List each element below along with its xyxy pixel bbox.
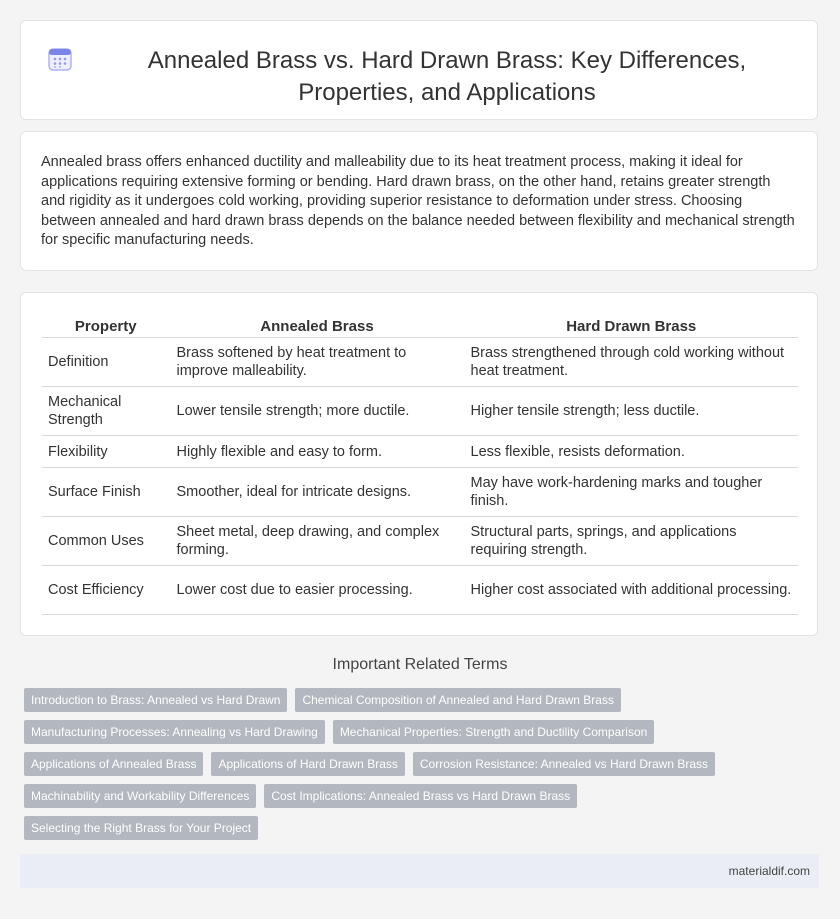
property-cell: Common Uses xyxy=(42,517,170,566)
property-cell: Cost Efficiency xyxy=(42,566,170,615)
annealed-cell: Highly flexible and easy to form. xyxy=(170,436,464,468)
related-term-tag[interactable]: Machinability and Workability Differences xyxy=(24,784,256,808)
hard-drawn-cell: Higher tensile strength; less ductile. xyxy=(464,387,798,436)
header-card xyxy=(20,20,818,120)
comparison-table-card xyxy=(20,292,818,636)
property-cell: Mechanical Strength xyxy=(42,387,170,436)
annealed-cell: Lower cost due to easier processing. xyxy=(170,566,464,615)
property-cell: Surface Finish xyxy=(42,468,170,517)
summary-card xyxy=(20,131,818,271)
related-term-tag[interactable]: Applications of Hard Drawn Brass xyxy=(211,752,404,776)
column-header-hard-drawn: Hard Drawn Brass xyxy=(464,315,798,338)
table-row xyxy=(42,566,798,615)
annealed-cell: Brass softened by heat treatment to improve malleability. xyxy=(170,338,464,387)
summary-paragraph: Annealed brass offers enhanced ductility and malleability due to its heat treatment process, making it ideal for applications requiring extensive forming or bending. Hard drawn brass, on the other hand, retains greater strength and rigidity as it undergoes cold working, providing superior resistance to deformation under stress. Choosing between annealed and hard drawn brass depends on the balance needed between flexibility and mechanical strength for specific manufacturing needs. xyxy=(41,154,795,248)
hard-drawn-cell: May have work-hardening marks and tougher finish. xyxy=(464,468,798,517)
related-term-tag[interactable]: Manufacturing Processes: Annealing vs Hard Drawing xyxy=(24,720,325,744)
footer-site-name[interactable]: materialdif.com xyxy=(728,864,810,878)
table-row xyxy=(42,338,798,387)
property-cell: Flexibility xyxy=(42,436,170,468)
column-header-annealed: Annealed Brass xyxy=(170,315,464,338)
table-row xyxy=(42,468,798,517)
calendar-icon xyxy=(47,46,73,72)
hard-drawn-cell: Higher cost associated with additional processing. xyxy=(464,566,798,615)
hard-drawn-cell: Brass strengthened through cold working without heat treatment. xyxy=(464,338,798,387)
annealed-cell: Smoother, ideal for intricate designs. xyxy=(170,468,464,517)
footer xyxy=(20,854,819,888)
related-term-tag[interactable]: Chemical Composition of Annealed and Hard Drawn Brass xyxy=(295,688,621,712)
hard-drawn-cell: Structural parts, springs, and applications requiring strength. xyxy=(464,517,798,566)
related-term-tag[interactable]: Cost Implications: Annealed Brass vs Hard Drawn Brass xyxy=(264,784,577,808)
related-term-tag[interactable]: Applications of Annealed Brass xyxy=(24,752,203,776)
annealed-cell: Lower tensile strength; more ductile. xyxy=(170,387,464,436)
table-row xyxy=(42,436,798,468)
table-row xyxy=(42,387,798,436)
property-cell: Definition xyxy=(42,338,170,387)
page-title: Annealed Brass vs. Hard Drawn Brass: Key Differences, Properties, and Applications xyxy=(147,47,747,106)
related-term-tag[interactable]: Selecting the Right Brass for Your Project xyxy=(24,816,258,840)
annealed-cell: Sheet metal, deep drawing, and complex forming. xyxy=(170,517,464,566)
table-row xyxy=(42,517,798,566)
related-term-tag[interactable]: Corrosion Resistance: Annealed vs Hard Drawn Brass xyxy=(413,752,715,776)
related-term-tag[interactable]: Introduction to Brass: Annealed vs Hard Drawn xyxy=(24,688,287,712)
column-header-property: Property xyxy=(42,315,170,338)
related-term-tag[interactable]: Mechanical Properties: Strength and Ductility Comparison xyxy=(333,720,654,744)
related-terms-heading: Important Related Terms xyxy=(332,656,508,673)
hard-drawn-cell: Less flexible, resists deformation. xyxy=(464,436,798,468)
comparison-table xyxy=(42,315,798,615)
related-terms-list xyxy=(24,688,824,848)
table-header-row xyxy=(42,315,798,338)
